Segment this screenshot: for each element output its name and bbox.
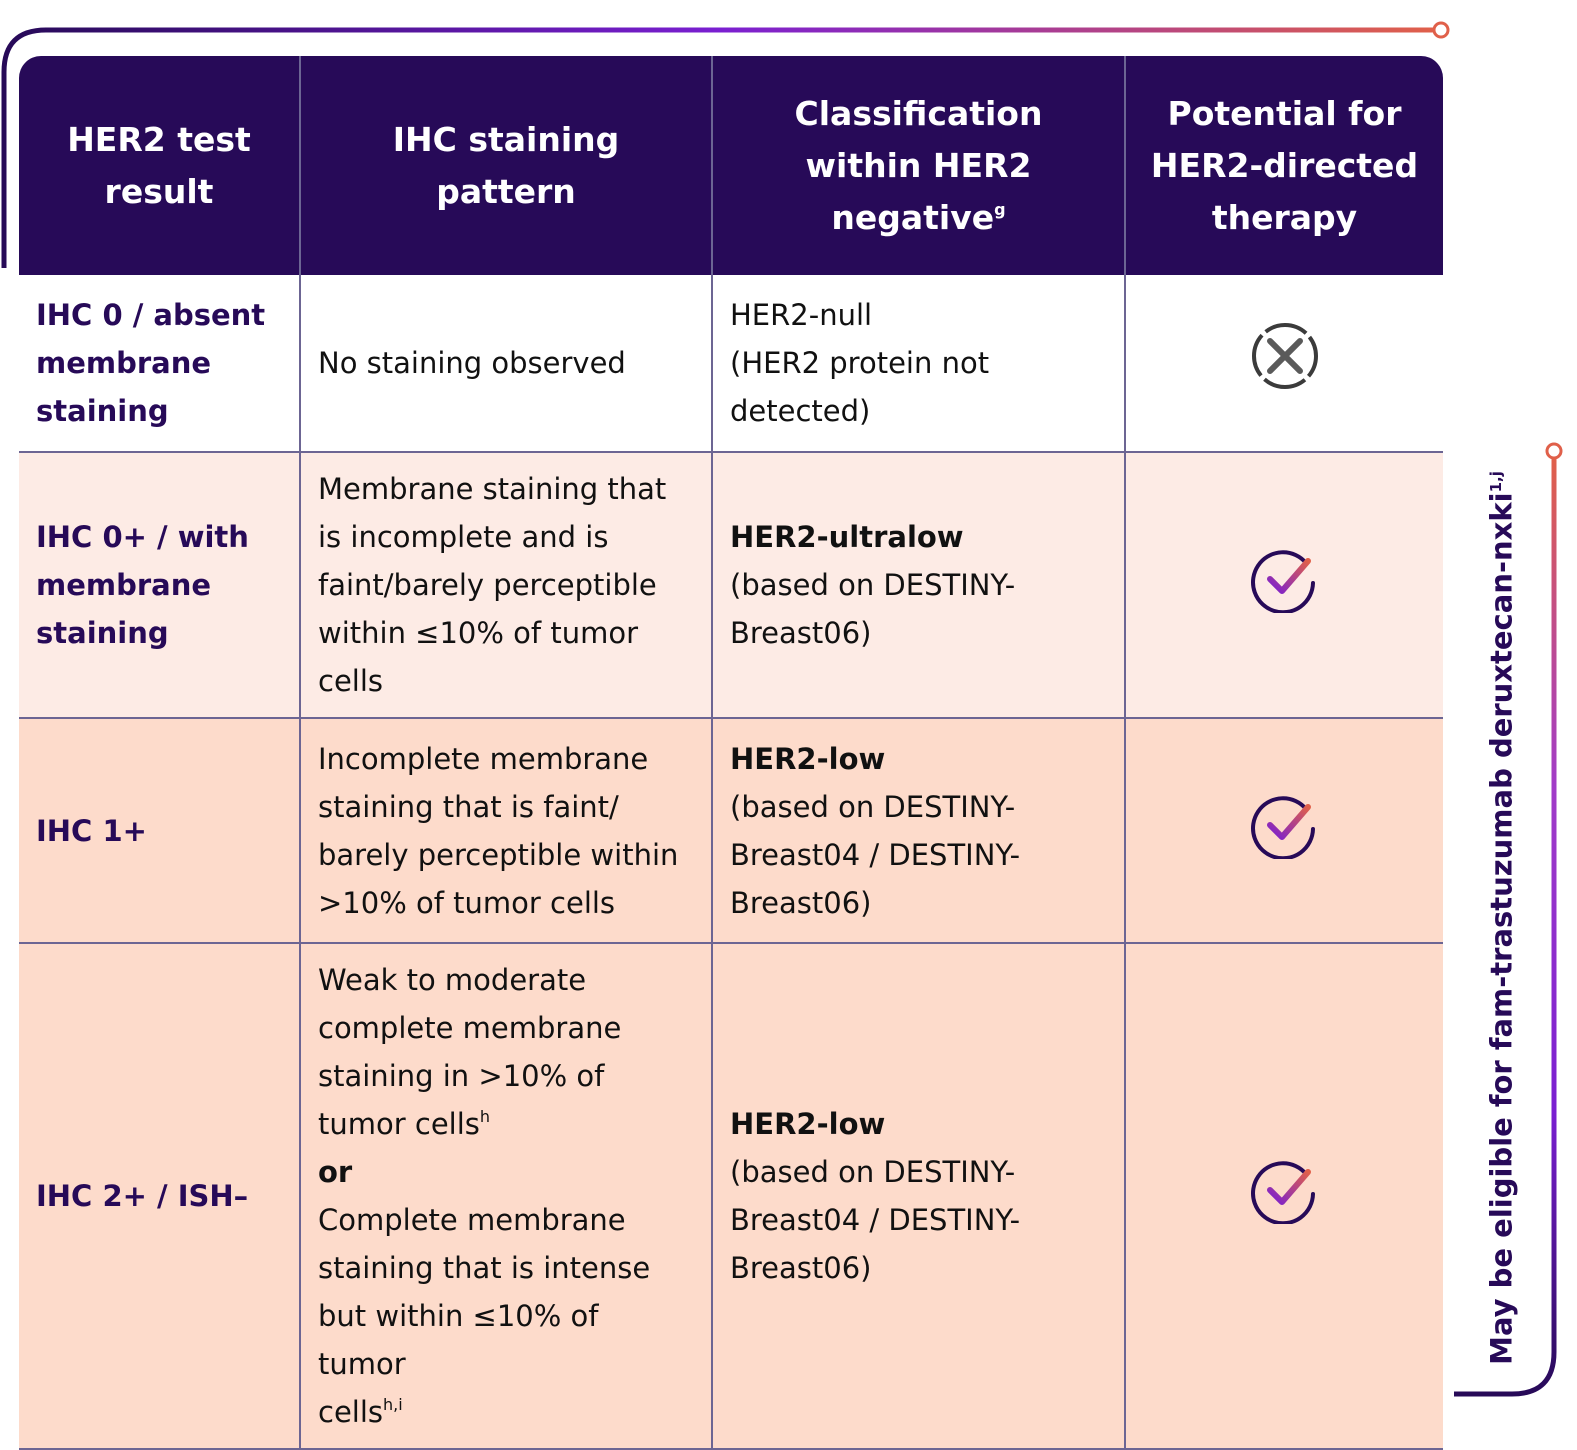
her2-classification-table [19,56,1443,1450]
table-row-ihc2plus [19,944,1443,1450]
table-row-ihc1plus [19,719,1443,944]
staining-pattern-cell: Membrane staining that is incomplete and is faint/barely perceptible within ≤10% of tumor cells [301,453,713,719]
table-row-ihc0plus [19,453,1443,719]
test-result-cell: IHC 0+ / with membrane staining [19,453,301,719]
header-therapy-potential: Potential for HER2-directed therapy [1126,56,1443,275]
check-circle-icon [1250,789,1320,859]
classification-cell: HER2-low (based on DESTINY- Breast04 / DESTINY- Breast06) [713,719,1126,944]
therapy-potential-cell [1126,944,1443,1450]
header-row [19,56,1443,275]
classification-cell: HER2-ultralow (based on DESTINY- Breast06) [713,453,1126,719]
staining-pattern-cell: Weak to moderate complete membrane staining in >10% of tumor cells$^h$ or Complete membrane staining that is intense but within ≤10% of tumor cells$^{h,i}$ [301,944,713,1450]
test-result-cell: IHC 2+ / ISH– [19,944,301,1450]
table-row-ihc0 [19,275,1443,453]
test-result-cell: IHC 1+ [19,719,301,944]
header-test-result: HER2 test result [19,56,301,275]
classification-cell: HER2-null (HER2 protein not detected) [713,275,1126,453]
test-result-cell: IHC 0 / absent membrane staining [19,275,301,453]
therapy-potential-cell [1126,453,1443,719]
staining-pattern-cell: No staining observed [301,275,713,453]
therapy-potential-cell [1126,275,1443,453]
staining-pattern-cell: Incomplete membrane staining that is faint/ barely perceptible within >10% of tumor cells [301,719,713,944]
x-circle-icon [1250,321,1320,391]
therapy-potential-cell [1126,719,1443,944]
eligibility-side-label: May be eligible for fam-trastuzumab deruxtecan-nxki$^{1,j}$ [1484,471,1519,1365]
classification-cell: HER2-low (based on DESTINY- Breast04 / DESTINY- Breast06) [713,944,1126,1450]
check-circle-icon [1250,543,1320,613]
check-circle-icon [1250,1154,1320,1224]
header-classification: Classification within HER2 negative$^g$ [713,56,1126,275]
header-staining-pattern: IHC staining pattern [301,56,713,275]
